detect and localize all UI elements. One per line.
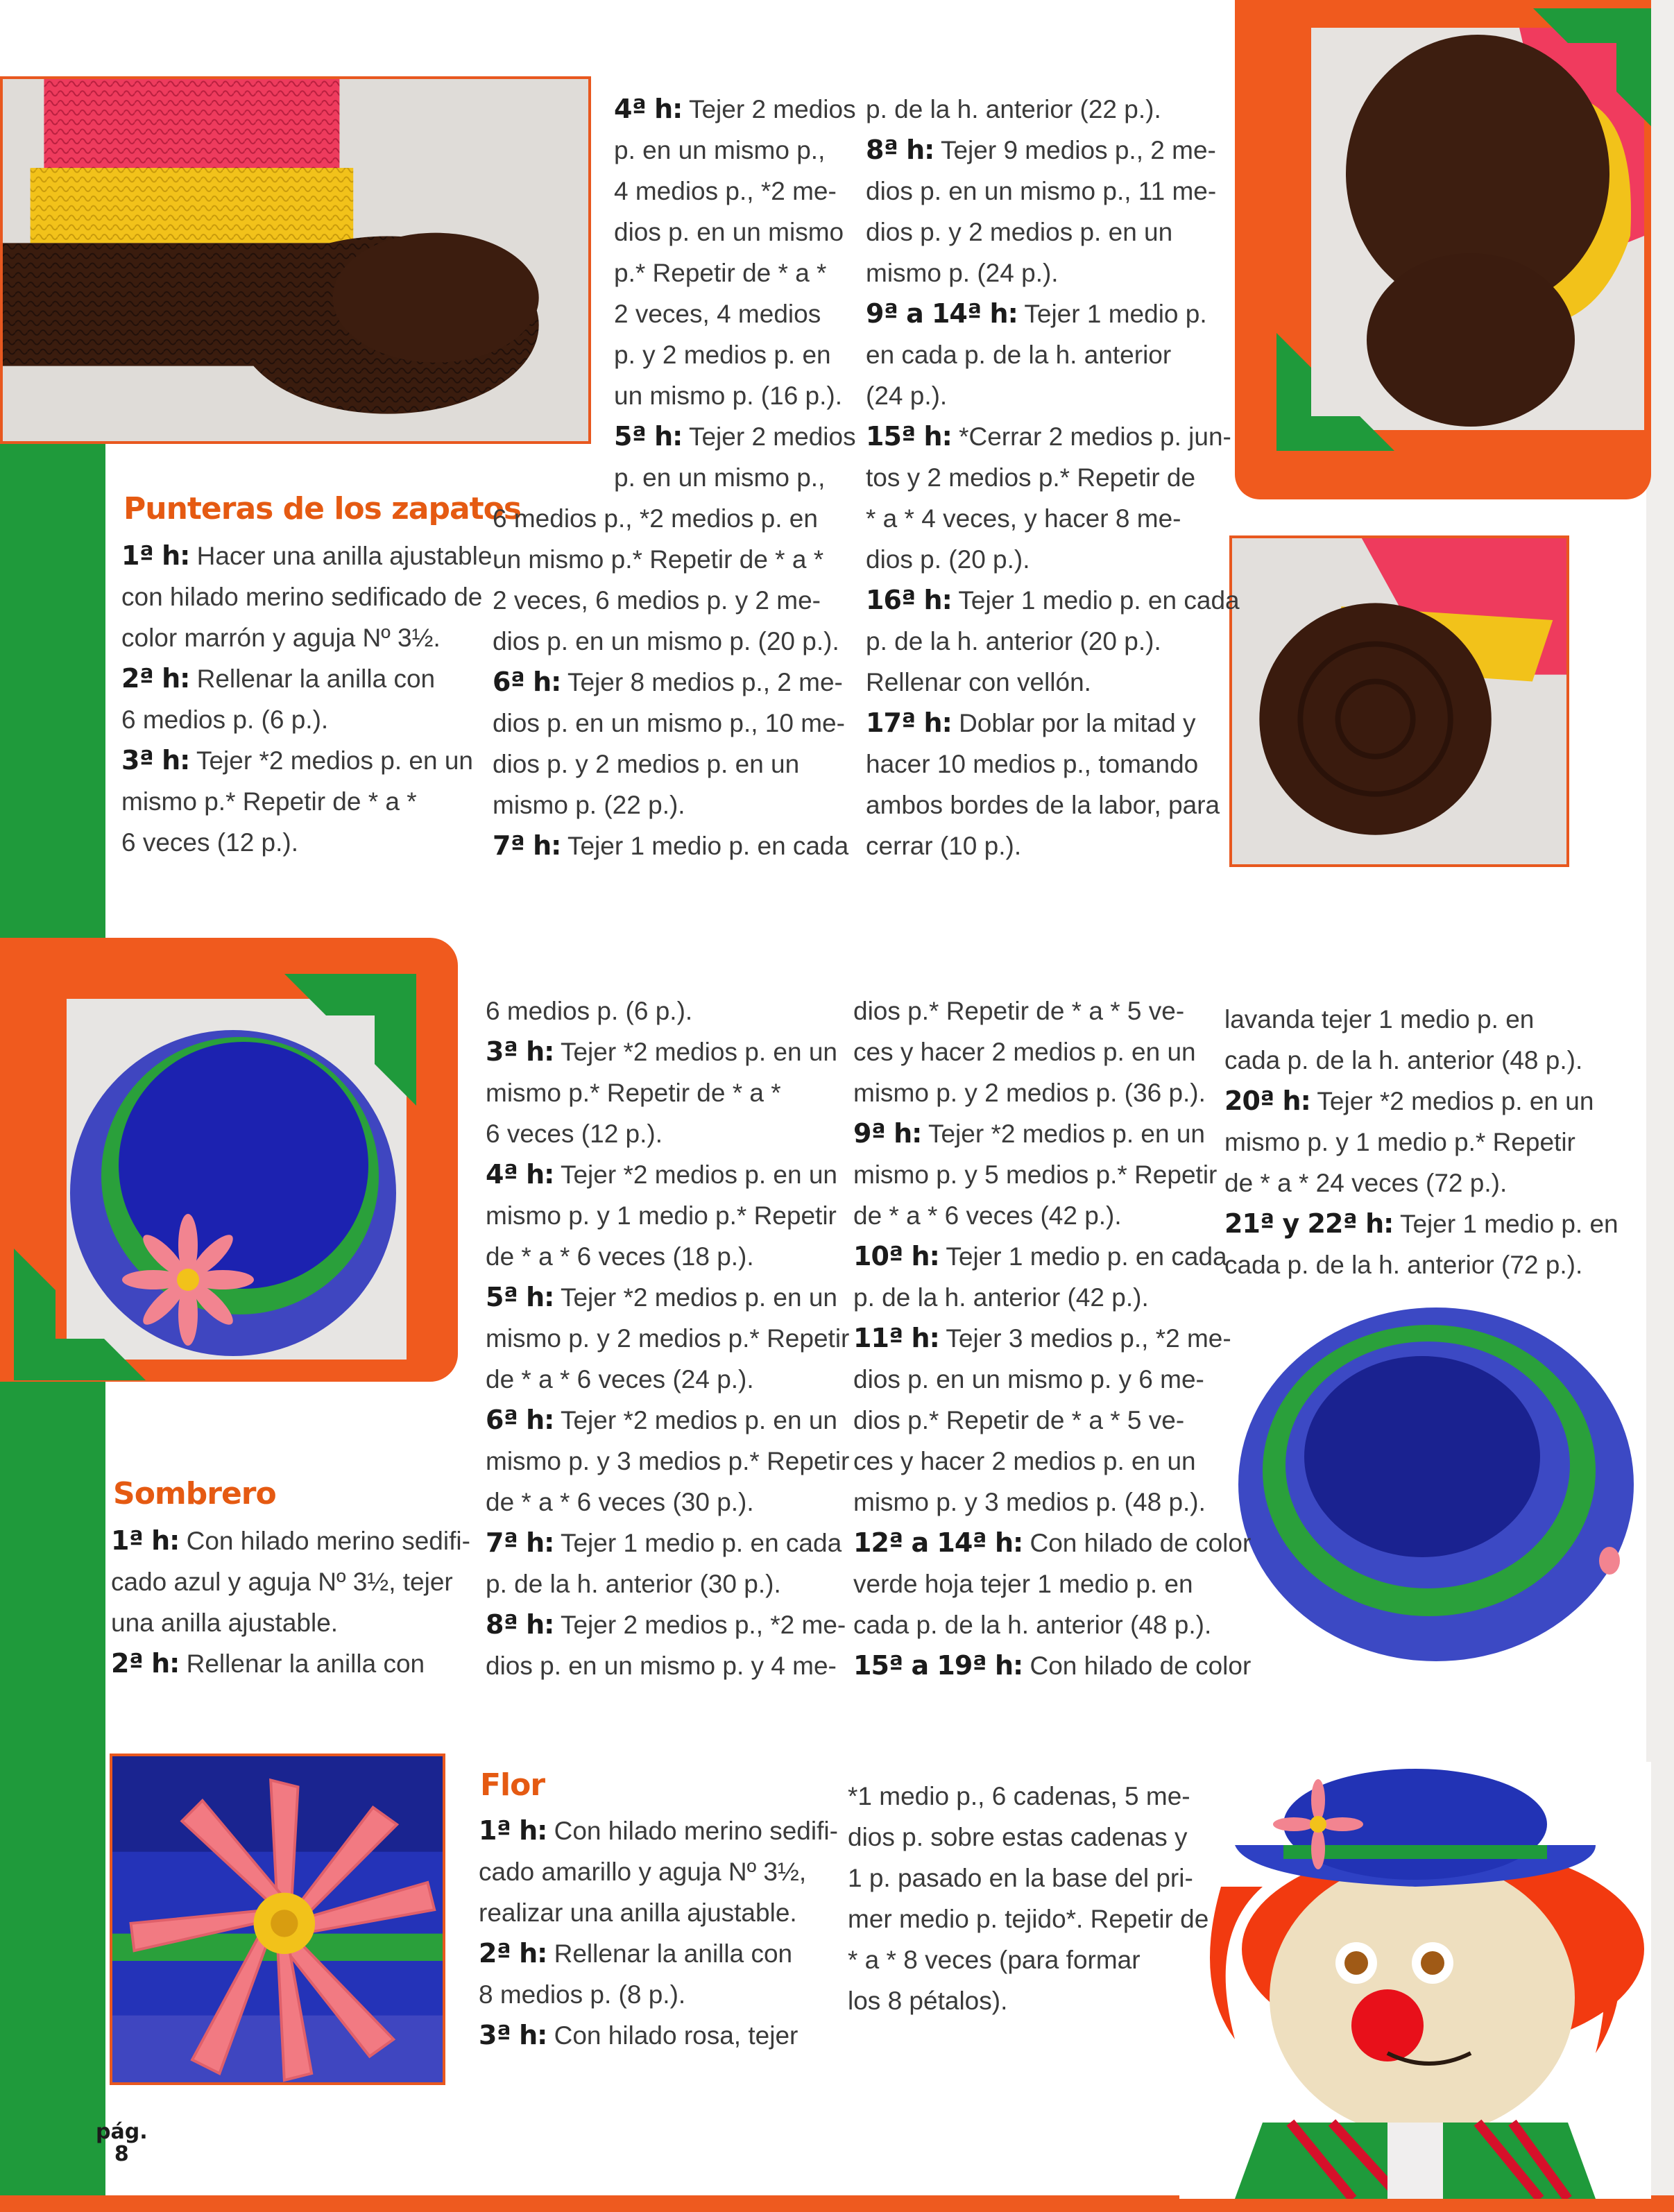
line-text: dios p.* Repetir de * a * 5 ve- — [853, 997, 1185, 1025]
text-line — [866, 212, 1240, 252]
line-text: Tejer 1 medio p. en cada — [554, 1529, 842, 1557]
line-text: cado amarillo y aguja Nº 3½, — [479, 1858, 807, 1886]
line-text: una anilla ajustable. — [111, 1609, 339, 1637]
text-line — [121, 822, 492, 863]
sombrero-col4 — [1224, 999, 1619, 1285]
text-line — [493, 825, 848, 866]
row-label: 16ª h: — [866, 585, 952, 615]
text-line — [866, 580, 1240, 621]
text-line — [614, 334, 856, 375]
line-text: tos y 2 medios p.* Repetir de — [866, 463, 1196, 492]
line-text: dios p. y 2 medios p. en un — [866, 218, 1173, 246]
row-label: 6ª h: — [486, 1405, 554, 1435]
line-text: dios p. en un mismo p., 10 me- — [493, 709, 845, 737]
text-line — [866, 252, 1240, 293]
text-line — [866, 334, 1240, 375]
line-text: mismo p.* Repetir de * a * — [486, 1079, 781, 1107]
text-line — [853, 1563, 1251, 1604]
line-text: Con hilado merino sedifi- — [179, 1527, 470, 1555]
line-text: 6 veces (12 p.). — [121, 828, 299, 857]
text-line — [1224, 1163, 1619, 1203]
line-text: Rellenar la anilla con — [189, 665, 436, 693]
text-line — [853, 1113, 1251, 1154]
text-line — [848, 1939, 1208, 1980]
heading-flor: Flor — [480, 1767, 545, 1803]
text-line — [866, 457, 1240, 498]
green-corner-bottom-left — [1276, 333, 1394, 451]
line-text: 4 medios p., *2 me- — [614, 177, 837, 205]
line-text: p. de la h. anterior (30 p.). — [486, 1570, 781, 1598]
row-label: 9ª a 14ª h: — [866, 298, 1018, 329]
text-line — [479, 1851, 838, 1892]
text-line — [121, 535, 492, 576]
line-text: ces y hacer 2 medios p. en un — [853, 1447, 1196, 1475]
text-line — [486, 1563, 849, 1604]
line-text: Tejer 8 medios p., 2 me- — [561, 668, 843, 696]
line-text: mismo p. y 5 medios p.* Repetir — [853, 1160, 1218, 1189]
line-text: * a * 4 veces, y hacer 8 me- — [866, 504, 1181, 533]
sombrero-col1 — [111, 1520, 470, 1684]
line-text: ces y hacer 2 medios p. en un — [853, 1038, 1196, 1066]
row-label: 21ª y 22ª h: — [1224, 1208, 1394, 1239]
row-label: 4ª h: — [486, 1159, 554, 1190]
text-line — [486, 1441, 849, 1482]
line-text: Tejer 1 medio p. en cada — [561, 832, 849, 860]
text-line — [866, 703, 1240, 744]
line-text: p. en un mismo p., — [614, 136, 826, 164]
line-text: dios p. en un mismo p. (20 p.). — [493, 627, 839, 655]
text-line — [848, 1776, 1208, 1817]
line-text: *1 medio p., 6 cadenas, 5 me- — [848, 1782, 1190, 1810]
line-text: lavanda tejer 1 medio p. en — [1224, 1005, 1535, 1034]
text-line — [848, 1817, 1208, 1858]
text-line — [866, 375, 1240, 416]
text-line — [121, 699, 492, 740]
text-line — [479, 1974, 838, 2015]
text-line — [479, 1810, 838, 1851]
row-label: 15ª a 19ª h: — [853, 1650, 1023, 1681]
row-label: 2ª h: — [479, 1938, 547, 1969]
line-text: dios p. en un mismo p. y 4 me- — [486, 1652, 837, 1680]
text-line — [1224, 1081, 1619, 1122]
text-line — [486, 1113, 849, 1154]
line-text: mer medio p. tejido*. Repetir de — [848, 1905, 1209, 1933]
green-corner-hat-top-right — [284, 974, 416, 1106]
line-text: Con hilado rosa, tejer — [547, 2021, 798, 2050]
line-text: de * a * 6 veces (30 p.). — [486, 1488, 754, 1516]
line-text: color marrón y aguja Nº 3½. — [121, 624, 441, 652]
line-text: cado azul y aguja Nº 3½, tejer — [111, 1568, 453, 1596]
flower-closeup-photo — [110, 1754, 445, 2085]
line-text: un mismo p. (16 p.). — [614, 381, 843, 410]
row-label: 3ª h: — [479, 2020, 547, 2050]
text-line — [479, 1933, 838, 1974]
line-text: 6 medios p. (6 p.). — [121, 705, 329, 734]
text-line — [121, 740, 492, 781]
line-text: mismo p. (24 p.). — [866, 259, 1059, 287]
line-text: Rellenar la anilla con — [179, 1649, 425, 1678]
text-line — [486, 1645, 849, 1686]
text-line — [853, 1236, 1251, 1277]
text-line — [614, 252, 856, 293]
text-line — [848, 1980, 1208, 2021]
line-text: 6 medios p. (6 p.). — [486, 997, 693, 1025]
line-text: p. de la h. anterior (22 p.). — [866, 95, 1161, 123]
text-line — [614, 130, 856, 171]
text-line — [1224, 999, 1619, 1040]
line-text: (24 p.). — [866, 381, 948, 410]
line-text: Con hilado merino sedifi- — [547, 1817, 838, 1845]
text-line — [866, 89, 1240, 130]
line-text: con hilado merino sedificado de — [121, 583, 483, 611]
line-text: Tejer *2 medios p. en un — [921, 1120, 1205, 1148]
row-label: 5ª h: — [486, 1282, 554, 1312]
text-line — [493, 539, 848, 580]
row-label: 9ª h: — [853, 1118, 922, 1149]
text-line — [853, 1441, 1251, 1482]
line-text: mismo p. y 1 medio p.* Repetir — [486, 1201, 837, 1230]
text-line — [866, 539, 1240, 580]
text-line — [866, 293, 1240, 334]
text-line — [614, 416, 856, 457]
text-line — [121, 617, 492, 658]
text-line — [111, 1561, 470, 1602]
line-text: en cada p. de la h. anterior — [866, 341, 1172, 369]
text-line — [486, 1195, 849, 1236]
text-line — [1224, 1203, 1619, 1244]
line-text: Tejer 1 medio p. en — [1393, 1210, 1619, 1238]
row-label: 1ª h: — [121, 540, 190, 571]
line-text: 8 medios p. (8 p.). — [479, 1980, 686, 2009]
text-line — [853, 1031, 1251, 1072]
row-label: 12ª a 14ª h: — [853, 1527, 1023, 1558]
line-text: cada p. de la h. anterior (48 p.). — [853, 1611, 1212, 1639]
text-line — [614, 89, 856, 130]
row-label: 5ª h: — [614, 421, 683, 452]
line-text: mismo p.* Repetir de * a * — [121, 787, 417, 816]
text-line — [853, 1277, 1251, 1318]
text-line — [493, 785, 848, 825]
text-line — [853, 1359, 1251, 1400]
text-line — [486, 1400, 849, 1441]
heading-sombrero: Sombrero — [113, 1476, 276, 1511]
heading-punteras: Punteras de los zapatos — [123, 491, 522, 526]
text-line — [866, 662, 1240, 703]
line-text: cerrar (10 p.). — [866, 832, 1022, 860]
row-label: 15ª h: — [866, 421, 952, 452]
line-text: Tejer *2 medios p. en un — [554, 1038, 837, 1066]
text-line — [866, 498, 1240, 539]
line-text: Con hilado de color — [1023, 1652, 1252, 1680]
sombrero-col2 — [486, 991, 849, 1686]
line-text: dios p. en un mismo — [614, 218, 844, 246]
line-text: Rellenar con vellón. — [866, 668, 1091, 696]
row-label: 4ª h: — [614, 94, 683, 124]
line-text: dios p. en un mismo p. y 6 me- — [853, 1365, 1204, 1394]
line-text: dios p. sobre estas cadenas y — [848, 1823, 1188, 1851]
line-text: Rellenar la anilla con — [547, 1939, 793, 1968]
flor-col2 — [848, 1776, 1208, 2021]
line-text: ambos bordes de la labor, para — [866, 791, 1220, 819]
line-text: 1 p. pasado en la base del pri- — [848, 1864, 1193, 1892]
row-label: 2ª h: — [121, 663, 190, 694]
text-line — [853, 1523, 1251, 1563]
line-text: Tejer *2 medios p. en un — [1310, 1087, 1594, 1115]
text-line — [486, 1072, 849, 1113]
line-text: Tejer 2 medios — [682, 422, 856, 451]
text-line — [866, 785, 1240, 825]
line-text: de * a * 6 veces (18 p.). — [486, 1242, 754, 1271]
text-line — [493, 703, 848, 744]
text-line — [121, 781, 492, 822]
line-text: de * a * 6 veces (24 p.). — [486, 1365, 754, 1394]
text-line — [111, 1602, 470, 1643]
text-line — [848, 1858, 1208, 1898]
line-text: * a * 8 veces (para formar — [848, 1946, 1141, 1974]
line-text: p. en un mismo p., — [614, 463, 826, 492]
shoe-photo — [0, 76, 591, 444]
line-text: un mismo p.* Repetir de * a * — [493, 545, 824, 574]
line-text: mismo p. (22 p.). — [493, 791, 685, 819]
row-label: 1ª h: — [479, 1815, 547, 1846]
page-number-value: 8 — [114, 2142, 129, 2166]
line-text: Tejer 1 medio p. en cada — [951, 586, 1240, 615]
row-label: 17ª h: — [866, 708, 952, 738]
row-label: 20ª h: — [1224, 1086, 1310, 1116]
clown-doll-photo — [1179, 1762, 1651, 2199]
punteras-col2a — [614, 89, 856, 498]
line-text: mismo p. y 3 medios p.* Repetir — [486, 1447, 850, 1475]
text-line — [493, 498, 848, 539]
text-line — [848, 1898, 1208, 1939]
text-line — [486, 1482, 849, 1523]
text-line — [486, 1318, 849, 1359]
text-line — [853, 1604, 1251, 1645]
text-line — [1224, 1040, 1619, 1081]
text-line — [486, 1236, 849, 1277]
text-line — [853, 1154, 1251, 1195]
row-label: 11ª h: — [853, 1323, 939, 1353]
text-line — [486, 1277, 849, 1318]
line-text: Tejer 2 medios — [682, 95, 856, 123]
text-line — [614, 457, 856, 498]
text-line — [866, 621, 1240, 662]
text-line — [493, 580, 848, 621]
line-text: mismo p. y 2 medios p.* Repetir — [486, 1324, 850, 1353]
text-line — [853, 1195, 1251, 1236]
line-text: Tejer 3 medios p., *2 me- — [939, 1324, 1231, 1353]
text-line — [121, 658, 492, 699]
row-label: 3ª h: — [486, 1036, 554, 1067]
text-line — [866, 171, 1240, 212]
line-text: Tejer *2 medios p. en un — [554, 1283, 837, 1312]
line-text: cada p. de la h. anterior (48 p.). — [1224, 1046, 1583, 1074]
line-text: mismo p. y 1 medio p.* Repetir — [1224, 1128, 1575, 1156]
row-label: 7ª h: — [486, 1527, 554, 1558]
line-text: dios p. (20 p.). — [866, 545, 1030, 574]
punteras-col3 — [866, 89, 1240, 866]
line-text: p. de la h. anterior (42 p.). — [853, 1283, 1149, 1312]
line-text: dios p. en un mismo p., 11 me- — [866, 177, 1217, 205]
text-line — [111, 1520, 470, 1561]
text-line — [614, 212, 856, 252]
text-line — [866, 825, 1240, 866]
text-line — [493, 662, 848, 703]
green-corner-top-right — [1533, 8, 1651, 126]
flor-col1 — [479, 1810, 838, 2056]
line-text: Tejer *2 medios p. en un — [189, 746, 473, 775]
text-line — [486, 1154, 849, 1195]
text-line — [853, 1072, 1251, 1113]
text-line — [1224, 1122, 1619, 1163]
text-line — [614, 171, 856, 212]
text-line — [853, 1318, 1251, 1359]
line-text: Doblar por la mitad y — [951, 709, 1196, 737]
line-text: dios p.* Repetir de * a * 5 ve- — [853, 1406, 1185, 1434]
line-text: Tejer 2 medios p., *2 me- — [554, 1611, 846, 1639]
line-text: los 8 pétalos). — [848, 1987, 1008, 2015]
line-text: p. y 2 medios p. en — [614, 341, 831, 369]
line-text: cada p. de la h. anterior (72 p.). — [1224, 1251, 1583, 1279]
line-text: verde hoja tejer 1 medio p. en — [853, 1570, 1193, 1598]
line-text: *Cerrar 2 medios p. jun- — [951, 422, 1231, 451]
row-label: 3ª h: — [121, 745, 190, 775]
line-text: mismo p. y 2 medios p. (36 p.). — [853, 1079, 1206, 1107]
page-number — [96, 2121, 148, 2166]
line-text: hacer 10 medios p., tomando — [866, 750, 1199, 778]
line-text: Tejer 1 medio p. en cada — [939, 1242, 1227, 1271]
text-line — [853, 1645, 1251, 1686]
text-line — [493, 744, 848, 785]
punteras-col2b — [493, 498, 848, 866]
row-label: 7ª h: — [493, 830, 561, 861]
row-label: 2ª h: — [111, 1648, 180, 1679]
line-text: mismo p. y 3 medios p. (48 p.). — [853, 1488, 1206, 1516]
text-line — [479, 2015, 838, 2056]
text-line — [479, 1892, 838, 1933]
line-text: realizar una anilla ajustable. — [479, 1898, 797, 1927]
text-line — [853, 1400, 1251, 1441]
text-line — [486, 1031, 849, 1072]
row-label: 8ª h: — [866, 135, 934, 165]
line-text: Tejer *2 medios p. en un — [554, 1160, 837, 1189]
line-text: Hacer una anilla ajustable — [189, 542, 493, 570]
line-text: Tejer 1 medio p. — [1017, 300, 1207, 328]
text-line — [493, 621, 848, 662]
line-text: p. de la h. anterior (20 p.). — [866, 627, 1161, 655]
line-text: Con hilado de color — [1023, 1529, 1252, 1557]
text-line — [614, 375, 856, 416]
text-line — [866, 130, 1240, 171]
line-text: 2 veces, 6 medios p. y 2 me- — [493, 586, 821, 615]
text-line — [486, 1604, 849, 1645]
line-text: dios p. y 2 medios p. en un — [493, 750, 800, 778]
row-label: 6ª h: — [493, 667, 561, 697]
text-line — [121, 576, 492, 617]
line-text: de * a * 6 veces (42 p.). — [853, 1201, 1122, 1230]
line-text: Tejer 9 medios p., 2 me- — [934, 136, 1216, 164]
line-text: de * a * 24 veces (72 p.). — [1224, 1169, 1508, 1197]
row-label: 10ª h: — [853, 1241, 939, 1271]
text-line — [853, 1482, 1251, 1523]
text-line — [866, 744, 1240, 785]
text-line — [486, 1359, 849, 1400]
text-line — [614, 293, 856, 334]
shoe-toe-photo — [1229, 535, 1569, 867]
page-label: pág. — [96, 2120, 148, 2144]
text-line — [111, 1643, 470, 1684]
text-line — [866, 416, 1240, 457]
sombrero-col3 — [853, 991, 1251, 1686]
row-label: 1ª h: — [111, 1525, 180, 1556]
punteras-col1 — [121, 535, 492, 863]
text-line — [486, 991, 849, 1031]
row-label: 8ª h: — [486, 1609, 554, 1640]
text-line — [1224, 1244, 1619, 1285]
text-line — [853, 991, 1251, 1031]
line-text: Tejer *2 medios p. en un — [554, 1406, 837, 1434]
line-text: p.* Repetir de * a * — [614, 259, 827, 287]
line-text: 6 veces (12 p.). — [486, 1120, 663, 1148]
green-corner-hat-bottom-left — [14, 1249, 146, 1380]
line-text: 2 veces, 4 medios — [614, 300, 821, 328]
line-text: 6 medios p., *2 medios p. en — [493, 504, 818, 533]
hat-underside-photo — [1235, 1304, 1637, 1665]
text-line — [486, 1523, 849, 1563]
